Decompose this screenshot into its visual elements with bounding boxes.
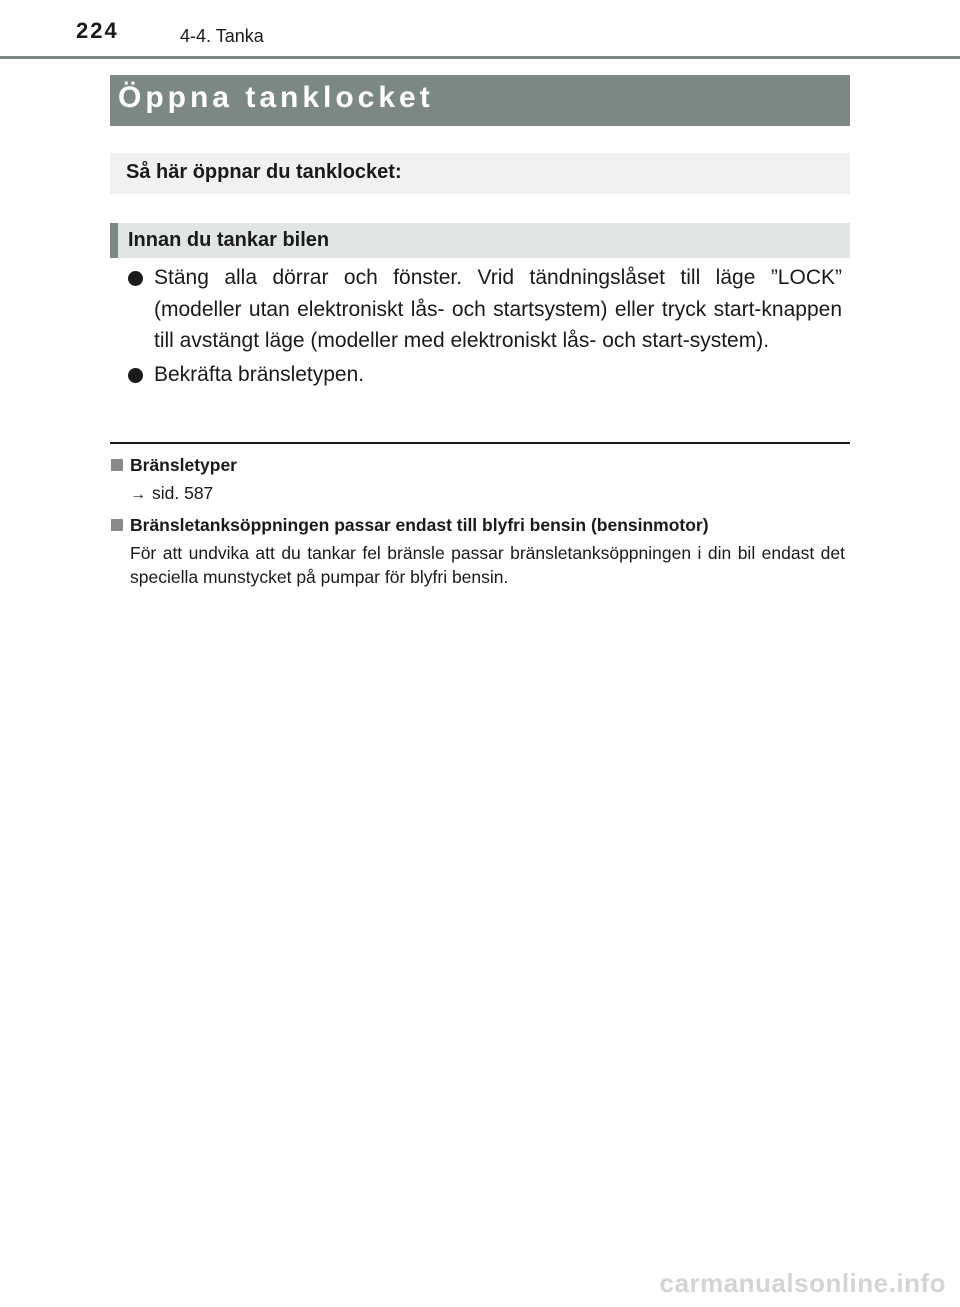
- square-bullet-icon: [111, 459, 123, 471]
- list-item-text: Bekräfta bränsletypen.: [154, 362, 365, 386]
- subtitle: Så här öppnar du tanklocket:: [126, 161, 402, 183]
- note-fuel-types: [110, 453, 845, 507]
- title-bar: [110, 75, 850, 126]
- watermark: carmanualsonline.info: [659, 1268, 946, 1298]
- bullet-icon: [128, 271, 143, 286]
- list-item-text: Stäng alla dörrar och fönster. Vrid tändningslåset till läge ”LOCK” (modeller utan elektroniskt lås- och startsystem) eller tryck start-knappen till avstängt läge (modeller med elektroniskt lås- och start-system).: [154, 266, 842, 352]
- square-bullet-icon: [111, 519, 123, 531]
- section-label: 4-4. Tanka: [180, 26, 264, 46]
- bullet-icon: [128, 368, 143, 383]
- note-body: För att undvika att du tankar fel bränsle passar bränsletanksöppningen i din bil endast det speciella munstycket på pumpar för blyfri bensin.: [130, 543, 845, 587]
- note-heading: [110, 513, 845, 537]
- note-heading-text: Bränsletanksöppningen passar endast till blyfri bensin (bensinmotor): [130, 515, 709, 535]
- step-heading-text: Innan du tankar bilen: [128, 229, 330, 251]
- page-reference-link[interactable]: sid. 587: [152, 483, 214, 503]
- list-item: [128, 359, 842, 391]
- section-divider: [110, 442, 850, 444]
- header-rule: [0, 56, 960, 59]
- page-number: 224: [76, 18, 119, 43]
- step-heading: [110, 223, 850, 258]
- subtitle-box: [110, 153, 850, 194]
- note-reference: [110, 481, 845, 507]
- step-heading-bar: [110, 223, 118, 258]
- page-title: Öppna tanklocket: [118, 81, 434, 114]
- note-heading: [110, 453, 845, 477]
- note-heading-text: Bränsletyper: [130, 455, 237, 475]
- bullet-list: [128, 262, 842, 392]
- arrow-right-icon: →: [130, 486, 146, 503]
- list-item: [128, 262, 842, 357]
- note-fuel-opening: [110, 513, 845, 589]
